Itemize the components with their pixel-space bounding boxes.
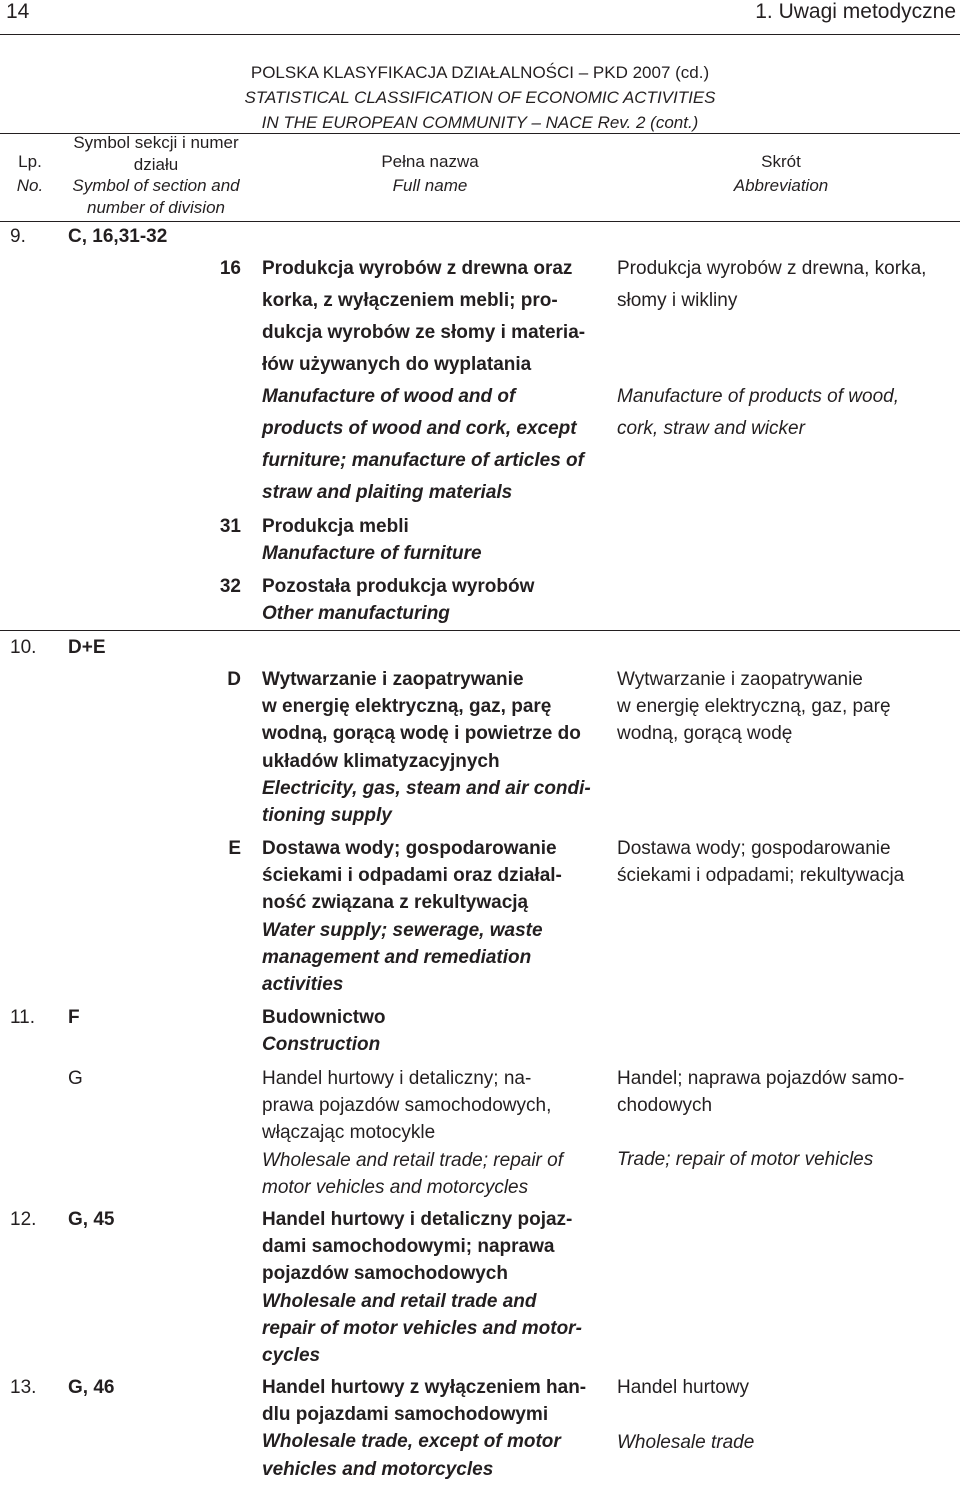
section-symbol: F: [68, 1007, 80, 1028]
table-header-bottom-rule: [0, 221, 960, 222]
full-name-cell: [262, 666, 591, 829]
full-name-en-line: Electricity, gas, steam and air condi-: [262, 777, 591, 799]
abbreviation-pl-line: Handel hurtowy: [617, 1377, 750, 1398]
column-header-symbol: [58, 132, 254, 218]
full-name-pl-line: dukcja wyrobów ze słomy i materia-: [262, 322, 586, 343]
full-name-pl-line: wodną, gorącą wodę i powietrze do: [262, 723, 581, 745]
full-name-cell: [262, 573, 534, 627]
full-name-pl-line: prawa pojazdów samochodowych,: [262, 1095, 552, 1117]
table-title-en-line: STATISTICAL CLASSIFICATION OF ECONOMIC ACTIVITIES: [244, 88, 716, 107]
full-name-pl-line: dami samochodowymi; naprawa: [262, 1236, 555, 1258]
column-header-lp: [0, 150, 60, 198]
column-header-lp-pl: Lp.: [18, 152, 42, 171]
full-name-en-line: straw and plaiting materials: [262, 482, 513, 503]
full-name-pl-line: w energię elektryczną, gaz, parę: [262, 696, 552, 718]
abbreviation-pl-line: chodowych: [617, 1095, 713, 1117]
division-code: D: [227, 669, 241, 690]
row-number: 9.: [10, 226, 26, 247]
abbreviation-en-line: Manufacture of products of wood,: [617, 386, 899, 407]
column-header-symbol-pl: Symbol sekcji i numer: [73, 133, 239, 152]
full-name-en-line: Water supply; sewerage, waste: [262, 919, 543, 941]
column-header-abbreviation: [605, 150, 957, 198]
full-name-pl-line: Handel hurtowy i detaliczny pojaz-: [262, 1209, 573, 1230]
full-name-pl-line: Handel hurtowy z wyłączeniem han-: [262, 1377, 587, 1398]
division-code: 31: [219, 516, 241, 537]
full-name-pl-line: Dostawa wody; gospodarowanie: [262, 838, 557, 859]
full-name-cell: [262, 253, 585, 509]
abbreviation-en-line: Wholesale trade: [617, 1432, 755, 1453]
section-symbol: C, 16,31-32: [68, 226, 168, 247]
table-title: [0, 60, 960, 135]
full-name-en-line: Construction: [262, 1034, 381, 1056]
full-name-cell: [262, 835, 562, 998]
full-name-en-line: Other manufacturing: [262, 603, 450, 625]
full-name-pl-line: Handel hurtowy i detaliczny; na-: [262, 1068, 532, 1089]
column-header-symbol-en: number of division: [87, 197, 225, 217]
row-number: 13.: [10, 1377, 37, 1398]
full-name-pl-line: korka, z wyłączeniem mebli; pro-: [262, 290, 558, 311]
abbreviation-en-line: cork, straw and wicker: [617, 418, 805, 439]
full-name-en-line: furniture; manufacture of articles of: [262, 450, 584, 471]
column-header-symbol-pl: działu: [133, 154, 179, 174]
row-number: 12.: [10, 1209, 37, 1230]
column-header-full-name-en: Full name: [392, 176, 468, 195]
running-head: 1. Uwagi metodyczne: [755, 0, 956, 23]
abbreviation-pl-line: w energię elektryczną, gaz, parę: [617, 696, 891, 718]
row-number: 10.: [10, 637, 37, 658]
abbreviation-en-line: Trade; repair of motor vehicles: [617, 1149, 874, 1170]
abbreviation-pl-line: Dostawa wody; gospodarowanie: [617, 838, 891, 859]
abbreviation-cell-pl: [617, 835, 904, 889]
column-header-full-name: [250, 150, 610, 198]
full-name-en-line: repair of motor vehicles and motor-: [262, 1317, 582, 1339]
section-symbol: G, 45: [68, 1209, 115, 1230]
full-name-en-line: Manufacture of wood and of: [262, 386, 516, 407]
full-name-cell: [262, 1004, 385, 1058]
column-header-full-name-pl: Pełna nazwa: [381, 152, 479, 171]
abbreviation-pl-line: słomy i wikliny: [617, 290, 738, 311]
division-code: 16: [219, 258, 241, 279]
abbreviation-cell-en: [617, 381, 899, 445]
full-name-en-line: vehicles and motorcycles: [262, 1458, 494, 1480]
full-name-en-line: management and remediation: [262, 946, 532, 968]
full-name-en-line: tioning supply: [262, 805, 392, 827]
full-name-cell: [262, 1065, 563, 1201]
division-code: 32: [219, 576, 241, 597]
abbreviation-cell-pl: [617, 253, 926, 317]
full-name-pl-line: Wytwarzanie i zaopatrywanie: [262, 669, 524, 690]
full-name-pl-line: ściekami i odpadami oraz działal-: [262, 865, 562, 887]
full-name-pl-line: Pozostała produkcja wyrobów: [262, 576, 535, 597]
abbreviation-cell-en: [617, 1146, 873, 1173]
row-separator-rule: [0, 630, 960, 631]
full-name-en-line: products of wood and cork, except: [262, 418, 577, 439]
abbreviation-pl-line: Produkcja wyrobów z drewna, korka,: [617, 258, 927, 279]
abbreviation-cell-pl: [617, 666, 891, 748]
full-name-pl-line: Produkcja wyrobów z drewna oraz: [262, 258, 573, 279]
full-name-cell: [262, 513, 482, 567]
row-number: 11.: [10, 1007, 36, 1028]
abbreviation-pl-line: Handel; naprawa pojazdów samo-: [617, 1068, 905, 1089]
section-symbol: G: [68, 1068, 83, 1089]
full-name-en-line: Wholesale and retail trade and: [262, 1290, 537, 1312]
abbreviation-pl-line: Wytwarzanie i zaopatrywanie: [617, 669, 863, 690]
full-name-en-line: cycles: [262, 1345, 321, 1367]
full-name-en-line: Manufacture of furniture: [262, 543, 482, 565]
table-title-pl: POLSKA KLASYFIKACJA DZIAŁALNOŚCI – PKD 2007 (cd.): [250, 63, 710, 82]
abbreviation-cell-pl: [617, 1374, 749, 1401]
column-header-abbreviation-en: Abbreviation: [733, 176, 829, 195]
section-symbol: G, 46: [68, 1377, 115, 1398]
full-name-pl-line: pojazdów samochodowych: [262, 1263, 508, 1285]
full-name-en-line: Wholesale trade, except of motor: [262, 1431, 561, 1453]
abbreviation-cell-pl: [617, 1065, 904, 1119]
column-header-abbreviation-pl: Skrót: [761, 152, 801, 171]
table-title-en-line: IN THE EUROPEAN COMMUNITY – NACE Rev. 2 (cont.): [261, 113, 699, 132]
abbreviation-cell-en: [617, 1429, 754, 1456]
division-code: E: [228, 838, 241, 859]
full-name-en-line: motor vehicles and motorcycles: [262, 1176, 529, 1198]
page-number: 14: [6, 0, 30, 23]
running-head-rule: [0, 34, 960, 35]
full-name-cell: [262, 1374, 586, 1483]
abbreviation-pl-line: wodną, gorącą wodę: [617, 723, 793, 745]
column-header-lp-en: No.: [16, 176, 44, 195]
full-name-pl-line: dlu pojazdami samochodowymi: [262, 1404, 549, 1426]
full-name-pl-line: łów używanych do wyplatania: [262, 354, 532, 375]
column-header-symbol-en: Symbol of section and: [72, 176, 240, 195]
full-name-cell: [262, 1206, 582, 1369]
full-name-en-line: activities: [262, 974, 344, 996]
section-symbol: D+E: [68, 637, 106, 658]
full-name-en-line: Wholesale and retail trade; repair of: [262, 1149, 563, 1171]
full-name-pl-line: układów klimatyzacyjnych: [262, 750, 500, 772]
full-name-pl-line: Produkcja mebli: [262, 516, 409, 537]
full-name-pl-line: ność związana z rekultywacją: [262, 892, 529, 914]
abbreviation-pl-line: ściekami i odpadami; rekultywacja: [617, 865, 905, 887]
full-name-pl-line: włączając motocykle: [262, 1122, 436, 1144]
full-name-pl-line: Budownictwo: [262, 1007, 386, 1028]
